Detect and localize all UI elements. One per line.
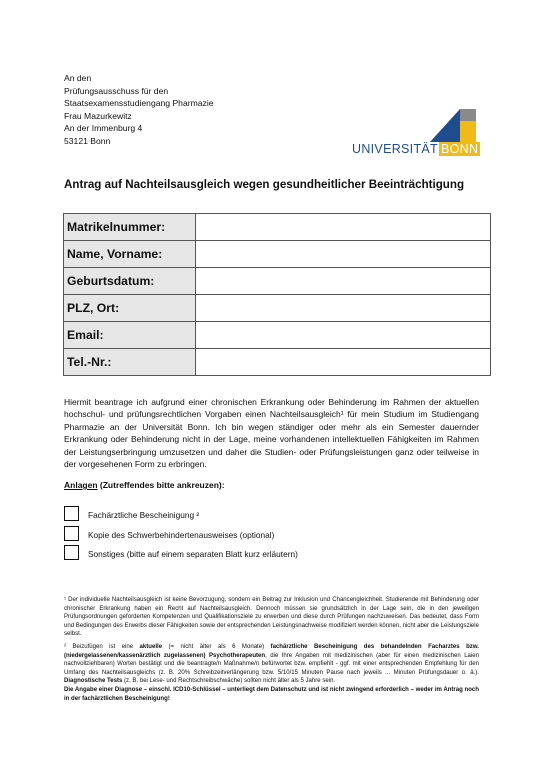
page-title: Antrag auf Nachteilsausgleich wegen gesundheitlicher Beeinträchtigung bbox=[64, 178, 465, 191]
logo-word-bonn: BONN bbox=[440, 142, 479, 156]
form-row bbox=[64, 214, 491, 241]
field-label-email: Email: bbox=[64, 322, 196, 349]
form-row bbox=[64, 268, 491, 295]
attachment-option-schwerbehindertenausweis bbox=[64, 526, 444, 542]
checkbox-arztbescheinigung[interactable] bbox=[64, 506, 79, 521]
checkbox-label: Kopie des Schwerbehindertenausweises (optional) bbox=[88, 530, 275, 540]
field-label-matrikelnummer: Matrikelnummer: bbox=[64, 214, 196, 241]
field-label-name: Name, Vorname: bbox=[64, 241, 196, 268]
footnote-2-bold: aktuelle bbox=[139, 643, 163, 650]
address-line: 53121 Bonn bbox=[64, 135, 111, 146]
footnote-2-text: (z. B. bei Lese- und Rechtschreibschwäche) sollten nicht älter als 5 Jahre sein. bbox=[122, 678, 336, 685]
field-input-matrikelnummer[interactable] bbox=[196, 214, 491, 241]
footnote-2-text: (= nicht älter als 6 Monate) bbox=[162, 643, 271, 650]
field-input-geburtsdatum[interactable] bbox=[196, 268, 491, 295]
footnote-2-text: , die Ihre Angaben mit medizinischen (aber für einen medizinischen Laien nachvollziehbaren) Worten bestätigt und die beantragte/n Maßnahme/n befürwortet bzw. empfiehlt - ggf. mit einer entsprechenden Empfehlung für den Umfang des Nachteilsausgleichs (z. B. 20% Schreibzeitverlängerung bzw. 5/10/15 Minuten Pause nach jeweils ... Minuten Prüfungsdauer o. ä.). bbox=[64, 652, 479, 676]
request-paragraph: Hiermit beantrage ich aufgrund einer chronischen Erkrankung oder Behinderung im Rahmen der aktuellen hochschul- und prüfungsrechtlichen Vorgaben einen Nachteilsausgleich¹ für mein Studium im Studiengang Pharmazie an der Universität Bonn. Ich bin wegen ständiger oder mehr als ein Semester dauernder Erkrankung oder Behinderung nicht in der Lage, meine vorhandenen intellektuellen Fähigkeiten im Rahmen der Leistungserbringung umzusetzen und daher die Studien- oder Prüfungsleistungen ganz oder teilweise in der vorgesehenen Form zu erbringen. bbox=[64, 397, 479, 470]
footnote-2-bold: fachärztliche Bescheinigung des behandelnden Facharztes bzw. (niedergelassenen/kassenärztlich zugelassenen) Psychotherapeuten bbox=[64, 643, 479, 659]
address-line: Staatsexamensstudiengang Pharmazie bbox=[64, 98, 214, 109]
field-input-name[interactable] bbox=[196, 241, 491, 268]
footnote-1: ¹ Der individuelle Nachteilsausgleich ist keine Bevorzugung, sondern ein Beitrag zur Inklusion und Chancengleichheit. Studierende mit Behinderung oder chronischer Erkrankung haben ein Recht auf Nachteilsausgleich. Dennoch müssen sie grundsätzlich in der Lage sein, die in den jeweiligen Prüfungsordnungen geforderten Kompetenzen und Qualifikationsziele zu erwerben und diese durch Prüfungen nachzuweisen. Das bedeutet, dass Form und Bedingungen des Erwerbs dieser Fähigkeiten sowie der entsprechenden Leistungsnachweise modifiziert werden können, nicht aber die Leistungsziele selbst. bbox=[64, 597, 479, 638]
field-input-telefon[interactable] bbox=[196, 349, 491, 376]
attachments-heading bbox=[64, 480, 225, 490]
form-row bbox=[64, 349, 491, 376]
logo-wordmark bbox=[352, 142, 480, 156]
recipient-address bbox=[64, 72, 214, 148]
attachments-heading-rest: (Zutreffendes bitte ankreuzen): bbox=[97, 480, 225, 490]
field-input-plz-ort[interactable] bbox=[196, 295, 491, 322]
footnote-2-text: ² Beizufügen ist eine bbox=[64, 643, 140, 650]
footnotes bbox=[64, 596, 479, 707]
attachment-option-sonstiges bbox=[64, 545, 444, 561]
logo-emblem-icon bbox=[430, 109, 476, 142]
logo-word-universitaet: UNIVERSITÄT bbox=[352, 142, 438, 156]
footnote-2 bbox=[64, 643, 479, 703]
attachments-heading-underlined: Anlagen bbox=[64, 480, 98, 490]
field-label-geburtsdatum: Geburtsdatum: bbox=[64, 268, 196, 295]
personal-data-form bbox=[63, 213, 491, 376]
checkbox-label: Fachärztliche Bescheinigung ² bbox=[88, 510, 200, 520]
form-row bbox=[64, 322, 491, 349]
checkbox-sonstiges[interactable] bbox=[64, 545, 79, 560]
form-row bbox=[64, 241, 491, 268]
university-logo bbox=[352, 109, 477, 157]
checkbox-label: Sonstiges (bitte auf einem separaten Blatt kurz erläutern) bbox=[88, 549, 298, 559]
attachment-option-arztbescheinigung bbox=[64, 506, 444, 522]
privacy-note: Die Angabe einer Diagnose – einschl. ICD10-Schlüssel – unterliegt dem Datenschutz und ist nicht zwingend erforderlich – weder im Antrag noch in der fachärztlichen Bescheinigung! bbox=[64, 686, 479, 702]
field-label-telefon: Tel.-Nr.: bbox=[64, 349, 196, 376]
address-line: An der Immenburg 4 bbox=[64, 123, 143, 134]
field-label-plz-ort: PLZ, Ort: bbox=[64, 295, 196, 322]
form-row bbox=[64, 295, 491, 322]
address-line: Prüfungsausschuss für den bbox=[64, 85, 169, 96]
field-input-email[interactable] bbox=[196, 322, 491, 349]
checkbox-schwerbehindertenausweis[interactable] bbox=[64, 526, 79, 541]
address-line: Frau Mazurkewitz bbox=[64, 110, 132, 121]
address-line: An den bbox=[64, 73, 92, 83]
footnote-2-bold: Diagnostische Tests bbox=[64, 678, 123, 685]
